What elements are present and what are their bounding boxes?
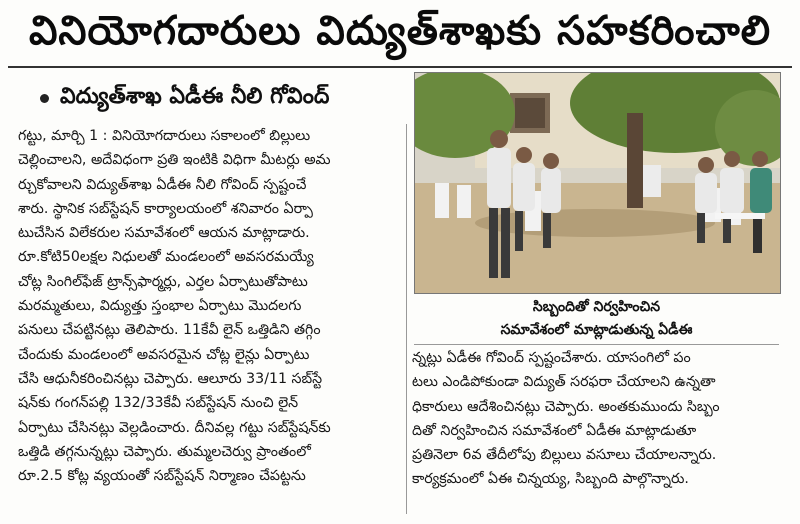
text-line: చేందుకు మండలంలో అవసరమైన చోట్ల లైన్లు ఏర్పాటు	[18, 346, 310, 363]
text-line: ఒత్తిడి తగ్గనున్నట్లు చెప్పారు. తుమ్మలచెర్వు ప్రాంతంలో	[18, 443, 311, 460]
text-line: రూ.కోటి50లక్షల నిధులతో మండలంలో అవసరమయ్యే	[18, 249, 314, 266]
article-paragraph	[412, 346, 784, 492]
text-line: ర్చుకోవాలని విద్యుత్‌శాఖ ఏడీఈ నీలి గోవింద్ స్పష్టంచే	[18, 176, 307, 193]
text-line: టలు ఎండిపోకుండా విద్యుత్ సరఫరా చేయాలని ఉన్నతా	[412, 374, 716, 391]
caption-line: సిబ్బందితో నిర్వహించిన	[532, 299, 661, 315]
photo-caption	[414, 296, 779, 345]
text-line: చెల్లించాలని, అదేవిధంగా ప్రతి ఇంటికి విధిగా మీటర్లు అమ	[18, 152, 331, 169]
article-column-right	[412, 346, 784, 516]
text-line: గట్టు, మార్చి 1 : వినియోగదారులు సకాలంలో బిల్లులు	[18, 128, 311, 144]
headline: వినియోగదారులు విద్యుత్‌శాఖకు సహకరించాలి	[8, 6, 792, 68]
text-line: శారు. స్థానిక సబ్‌స్టేషన్ కార్యాలయంలో శనివారం ఏర్పా	[18, 200, 313, 217]
text-line: రూ.2.5 కోట్ల వ్యయంతో సబ్‌స్టేషన్ నిర్మాణం చేపట్టను	[18, 468, 306, 485]
text-line: మరమ్మతులు, విద్యుత్తు స్తంభాల ఏర్పాటు మొదలగు	[18, 298, 302, 315]
subheadline	[40, 82, 380, 116]
text-line: కార్యక్రమంలో ఏఈ చిన్నయ్య, సిబ్బంది పాల్గొన్నారు.	[412, 471, 689, 488]
text-line: ధికారులు ఆదేశించినట్లు చెప్పారు. అంతకుముందు సిబ్బం	[412, 398, 720, 415]
text-line: న్నట్లు ఏడీఈ గోవింద్ స్పష్టంచేశారు. యాసంగిలో పం	[412, 350, 691, 366]
text-line: పనులు చేపట్టినట్లు తెలిపారు. 11కేవీ లైన్ ఒత్తిడిని తగ్గిం	[18, 322, 321, 339]
text-line: షన్‌కు గంగన్‌పల్లి 132/33కేవీ సబ్‌స్టేషన్ నుంచి లైన్	[18, 395, 299, 412]
text-line: దితో నిర్వహించిన సమావేశంలో ఏడీఈ మాట్లాడుతూ	[412, 422, 697, 439]
text-line: చేసి ఆధునీకరించినట్లు చెప్పారు. ఆలూరు 33/11 సబ్‌స్టే	[18, 370, 323, 387]
text-line: చోట్ల సింగిల్‌ఫేజ్ ట్రాన్స్‌ఫార్మర్లు, ఎర్తల ఏర్పాటుతోపాటు	[18, 273, 308, 290]
text-line: ప్రతినెలా 6వ తేదీలోపు బిల్లులు వసూలు చేయాలన్నారు.	[412, 447, 717, 464]
caption-line: సమావేశంలో మాట్లాడుతున్న ఏడీఈ	[500, 322, 693, 338]
text-line: టుచేసిన విలేకరుల సమావేశంలో ఆయన మాట్లాడారు.	[18, 225, 310, 242]
article-column-left	[18, 124, 407, 514]
subheadline-text: విద్యుత్‌శాఖ ఏడీఈ నీలి గోవింద్	[60, 84, 330, 109]
news-photo	[414, 72, 781, 294]
text-line: ఏర్పాటు చేసినట్లు వెల్లడించారు. దీనివల్ల గట్టు సబ్‌స్టేషన్‌కు	[18, 419, 331, 436]
article-paragraph	[18, 124, 400, 488]
meeting-photo-illustration	[415, 73, 780, 293]
